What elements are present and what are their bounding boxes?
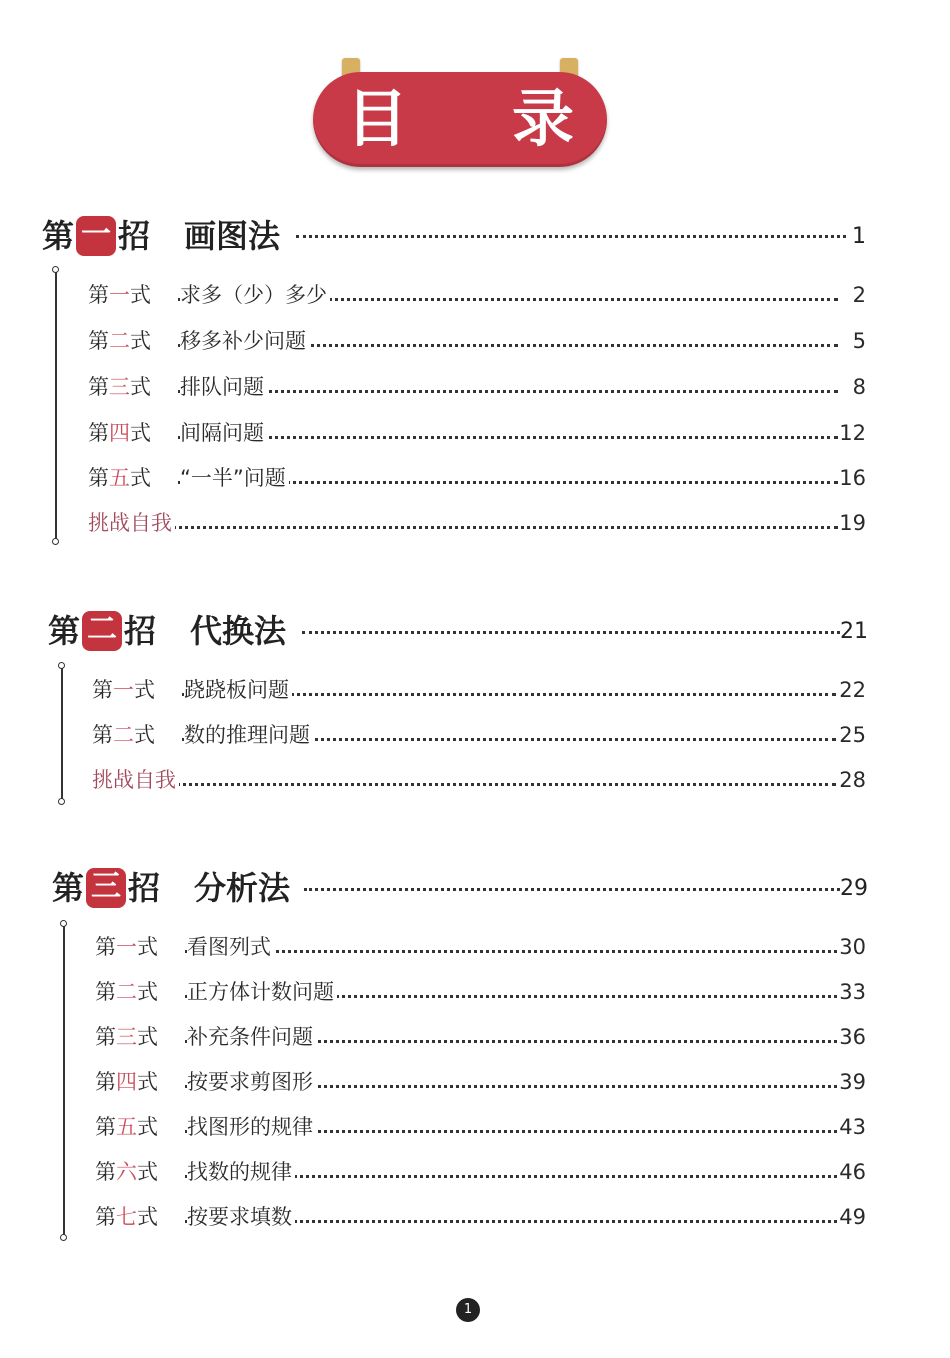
toc-entry-challenge[interactable] <box>88 507 868 539</box>
section-number-badge: 二 <box>82 611 122 651</box>
entry-label: 第七式 <box>95 1205 158 1229</box>
page-number-badge <box>456 1298 480 1322</box>
entry-title: 补充条件问题 <box>187 1021 316 1053</box>
leader-dots <box>178 390 838 393</box>
entry-title: 按要求剪图形 <box>187 1066 316 1098</box>
toc-entry[interactable] <box>95 1021 868 1053</box>
entry-title: 移多补少问题 <box>180 325 309 357</box>
section-title: 画图法 <box>184 217 281 255</box>
entry-page: 12 <box>839 421 866 445</box>
page-number: 1 <box>463 1302 473 1317</box>
section-prefix: 第 <box>52 869 85 907</box>
entry-title: 找数的规律 <box>187 1156 295 1188</box>
entry-page: 28 <box>839 768 866 792</box>
entry-label: 第二式 <box>95 980 158 1004</box>
toc-entry[interactable] <box>88 371 868 403</box>
entry-title: 数的推理问题 <box>184 719 313 751</box>
section-3-heading[interactable] <box>52 866 290 910</box>
toc-entry[interactable] <box>95 1111 868 1143</box>
section-leader-dots <box>304 888 840 891</box>
section-page-number: 29 <box>840 876 868 901</box>
entry-title: 找图形的规律 <box>187 1111 316 1143</box>
title-char-2: 录 <box>512 82 575 155</box>
section-number-badge: 一 <box>76 216 116 256</box>
toc-entry[interactable] <box>88 462 868 494</box>
entry-page: 19 <box>839 511 866 535</box>
entry-page: 39 <box>839 1070 866 1094</box>
entry-title: 求多（少）多少 <box>180 279 330 311</box>
leader-dots <box>178 436 838 439</box>
timeline-dot-bottom <box>58 798 65 805</box>
entry-label: 第五式 <box>88 466 151 490</box>
timeline-line <box>61 668 63 800</box>
section-title: 分析法 <box>194 869 291 907</box>
entry-label: 第六式 <box>95 1160 158 1184</box>
entry-page: 5 <box>852 329 866 353</box>
entry-label: 第一式 <box>95 935 158 959</box>
section-title: 代换法 <box>190 612 287 650</box>
timeline-line <box>63 926 65 1236</box>
toc-entry-challenge[interactable] <box>92 764 868 796</box>
title-char-1: 目 <box>346 82 409 155</box>
entry-label: 第五式 <box>95 1115 158 1139</box>
section-number-badge: 三 <box>86 868 126 908</box>
toc-entry[interactable] <box>95 1156 868 1188</box>
entry-label: 第三式 <box>95 1025 158 1049</box>
entry-title: 挑战自我 <box>92 764 179 796</box>
toc-entry[interactable] <box>95 1201 868 1233</box>
entry-label: 第一式 <box>88 283 151 307</box>
section-leader-dots <box>296 235 846 238</box>
section-suffix: 招 <box>118 217 151 255</box>
timeline-line <box>55 272 57 540</box>
toc-entry[interactable] <box>88 417 868 449</box>
entry-page: 33 <box>839 980 866 1004</box>
section-prefix: 第 <box>48 612 81 650</box>
entry-title: 排队问题 <box>180 371 267 403</box>
entry-page: 22 <box>839 678 866 702</box>
entry-title: 按要求填数 <box>187 1201 295 1233</box>
entry-page: 46 <box>839 1160 866 1184</box>
timeline-dot-bottom <box>60 1234 67 1241</box>
toc-entry[interactable] <box>95 1066 868 1098</box>
section-prefix: 第 <box>42 217 75 255</box>
entry-page: 30 <box>839 935 866 959</box>
toc-entry[interactable] <box>92 719 868 751</box>
section-leader-dots <box>302 631 840 634</box>
entry-page: 8 <box>852 375 866 399</box>
entry-label: 第四式 <box>95 1070 158 1094</box>
entry-label: 第一式 <box>92 678 155 702</box>
entry-label: 第二式 <box>88 329 151 353</box>
section-1-heading[interactable] <box>42 214 280 258</box>
timeline-dot-bottom <box>52 538 59 545</box>
section-suffix: 招 <box>124 612 157 650</box>
section-page-number: 1 <box>852 224 866 249</box>
leader-dots <box>88 526 838 529</box>
entry-title: 跷跷板问题 <box>184 674 292 706</box>
section-suffix: 招 <box>128 869 161 907</box>
entry-title: 间隔问题 <box>180 417 267 449</box>
entry-label: 第四式 <box>88 421 151 445</box>
entry-title: “一半”问题 <box>180 462 289 494</box>
entry-title: 看图列式 <box>187 931 274 963</box>
entry-page: 49 <box>839 1205 866 1229</box>
section-2-heading[interactable] <box>48 609 286 653</box>
section-page-number: 21 <box>840 619 868 644</box>
toc-entry[interactable] <box>92 674 868 706</box>
leader-dots <box>185 950 837 953</box>
entry-title: 正方体计数问题 <box>187 976 337 1008</box>
entry-page: 2 <box>852 283 866 307</box>
entry-page: 43 <box>839 1115 866 1139</box>
entry-page: 36 <box>839 1025 866 1049</box>
entry-label: 第二式 <box>92 723 155 747</box>
toc-entry[interactable] <box>95 976 868 1008</box>
entry-title: 挑战自我 <box>88 507 175 539</box>
toc-entry[interactable] <box>88 279 868 311</box>
entry-label: 第三式 <box>88 375 151 399</box>
leader-dots <box>92 783 836 786</box>
toc-entry[interactable] <box>95 931 868 963</box>
entry-page: 25 <box>839 723 866 747</box>
entry-page: 16 <box>839 466 866 490</box>
toc-entry[interactable] <box>88 325 868 357</box>
